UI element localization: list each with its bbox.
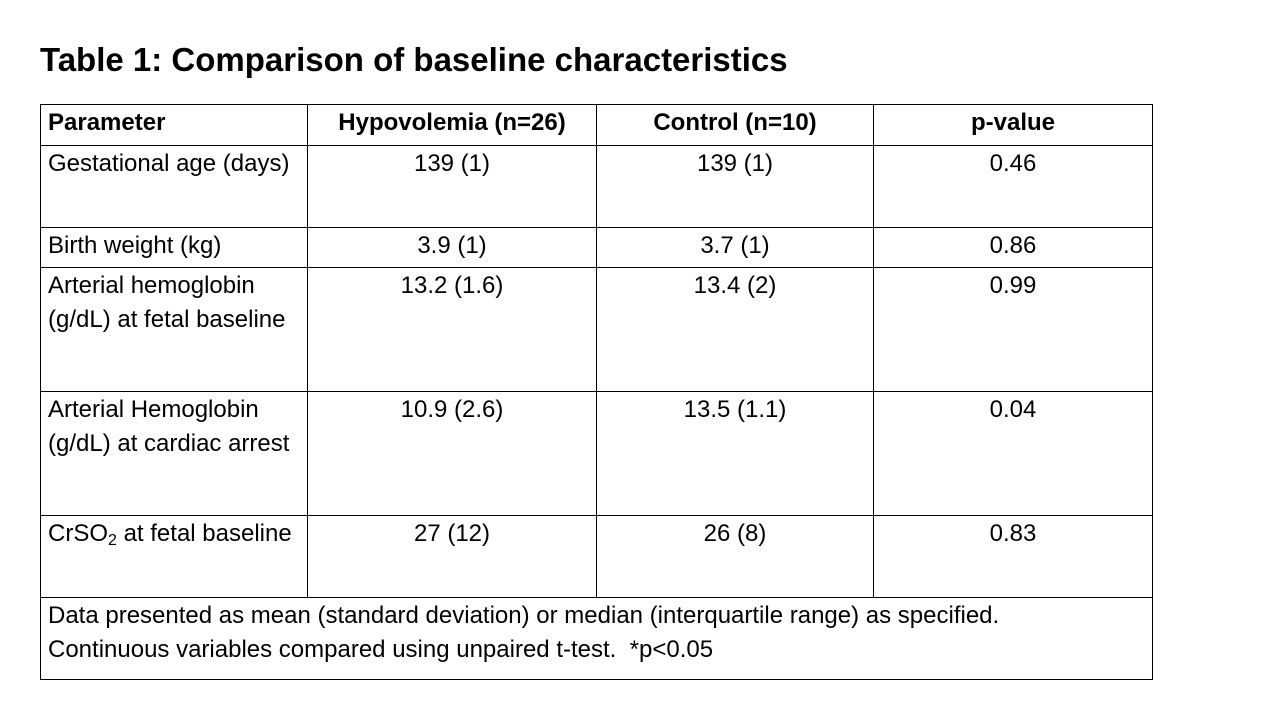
table-title: Table 1: Comparison of baseline characteristics: [40, 41, 788, 78]
hypovolemia-cell: 10.9 (2.6): [308, 392, 597, 516]
header-p-value: p-value: [874, 105, 1153, 146]
p-value-cell: 0.99: [874, 268, 1153, 392]
table-row: [41, 146, 1153, 228]
control-cell: 139 (1): [597, 146, 874, 228]
header-hypovolemia: Hypovolemia (n=26): [308, 105, 597, 146]
parameter-suffix: at fetal baseline: [116, 520, 292, 547]
header-parameter: Parameter: [41, 105, 308, 146]
table-header-row: [41, 105, 1153, 146]
hypovolemia-cell: 27 (12): [308, 516, 597, 598]
parameter-cell: Gestational age (days): [41, 146, 308, 228]
hypovolemia-cell: 139 (1): [308, 146, 597, 228]
table-row: [41, 392, 1153, 516]
parameter-cell: Arterial Hemoglobin (g/dL) at cardiac arrest: [41, 392, 308, 516]
table-footnote: [41, 598, 1153, 680]
table-footnote-row: [41, 598, 1153, 680]
p-value-cell: 0.04: [874, 392, 1153, 516]
parameter-cell: [41, 516, 308, 598]
p-value-cell: 0.46: [874, 146, 1153, 228]
footnote-line-2: Continuous variables compared using unpaired t-test. *p<0.05: [48, 636, 714, 663]
header-control: Control (n=10): [597, 105, 874, 146]
p-value-cell: 0.83: [874, 516, 1153, 598]
parameter-subscript: 2: [108, 532, 117, 549]
hypovolemia-cell: 13.2 (1.6): [308, 268, 597, 392]
control-cell: 13.4 (2): [597, 268, 874, 392]
parameter-cell: Birth weight (kg): [41, 228, 308, 268]
footnote-line-1: Data presented as mean (standard deviation) or median (interquartile range) as specified.: [48, 602, 1000, 629]
control-cell: 13.5 (1.1): [597, 392, 874, 516]
control-cell: 3.7 (1): [597, 228, 874, 268]
table-row: [41, 516, 1153, 598]
parameter-cell: Arterial hemoglobin (g/dL) at fetal baseline: [41, 268, 308, 392]
p-value-cell: 0.86: [874, 228, 1153, 268]
parameter-prefix: CrSO: [48, 520, 108, 547]
hypovolemia-cell: 3.9 (1): [308, 228, 597, 268]
baseline-characteristics-table: [40, 104, 1153, 680]
control-cell: 26 (8): [597, 516, 874, 598]
table-row: [41, 228, 1153, 268]
table-row: [41, 268, 1153, 392]
